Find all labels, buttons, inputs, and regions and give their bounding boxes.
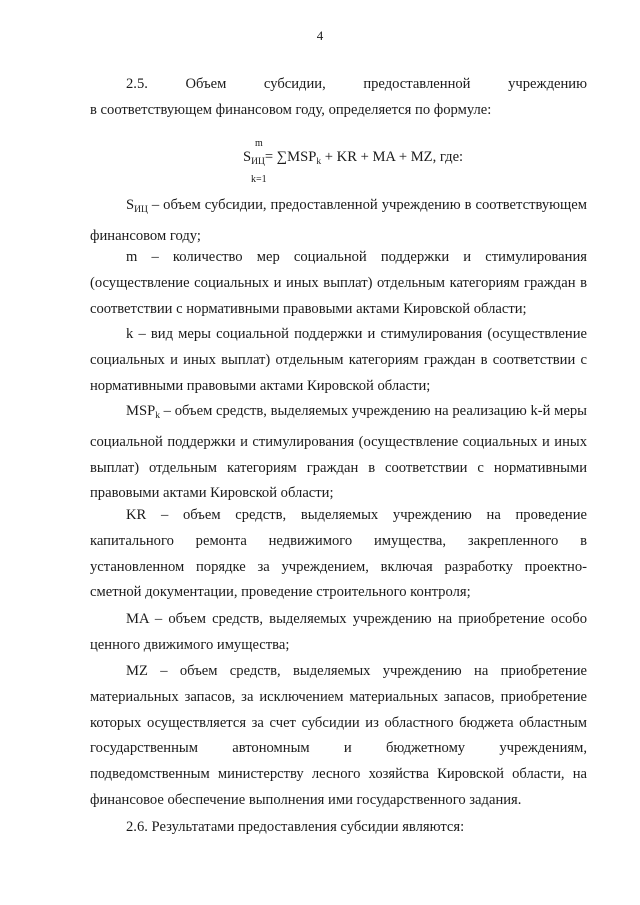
definition-msp-text: – объем средств, выделяемых учреждению на реализацию k-й меры социальной поддержки и стимулирования (осуществление социальных и иных выплат) отдельным категориям граждан в соответствии с нормативными правовыми актами Кировской области; xyxy=(90,403,587,502)
page-number: 4 xyxy=(316,28,324,43)
formula-equals-sum: = ∑ xyxy=(264,149,288,165)
definition-s-text: – объем субсидии, предоставленной учреждению в соответствующем финансовом году; xyxy=(90,197,587,244)
sum-upper-limit: m xyxy=(255,138,263,149)
definition-msp-subscript: k xyxy=(155,411,160,421)
definition-mz: MZ – объем средств, выделяемых учреждению на приобретение материальных запасов, за исключением материальных запасов, приобретение которых осуществляется за счет субсидии из областного бюджета областным государственным автономным и бюджетному учреждениям, подведомственным министерству лесного хозяйства Кировской области, на финансовое обеспечение выполнения ими государственного задания. xyxy=(90,663,587,808)
formula-expression xyxy=(243,149,463,167)
sum-lower-limit: k=1 xyxy=(251,174,267,185)
definition-m: m – количество мер социальной поддержки и стимулирования (осуществление социальных и иных выплат) отдельным категориям граждан в соответствии с нормативными правовыми актами Кировской области; xyxy=(90,249,587,317)
definition-s-subscript: ИЦ xyxy=(134,205,148,215)
formula-term-msp: MSP xyxy=(287,149,317,165)
formula-rest: + KR + MA + MZ, где: xyxy=(324,149,464,165)
definition-s xyxy=(90,193,587,250)
definition-s-variable: S xyxy=(126,197,135,213)
definition-kr: KR – объем средств, выделяемых учреждению на проведение капитального ремонта недвижимого имущества, закрепленного в установленном порядке за учреждением, включая разработку проектно-сметной документации, проведение строительного контроля; xyxy=(90,507,587,601)
section-2-6-heading: 2.6. Результатами предоставления субсидии являются: xyxy=(126,819,465,835)
formula-lhs: S xyxy=(243,149,252,165)
definition-ma: MA – объем средств, выделяемых учреждению на приобретение особо ценного движимого имущества; xyxy=(90,611,587,653)
definition-msp-variable: MSP xyxy=(126,403,156,419)
intro-line-1: 2.5. Объем субсидии, предоставленной учреждению xyxy=(126,76,587,92)
formula-lhs-subscript: ИЦ xyxy=(251,157,265,167)
intro-line-2: в соответствующем финансовом году, определяется по формуле: xyxy=(90,102,492,118)
definition-k: k – вид меры социальной поддержки и стимулирования (осуществление социальных и иных выплат) отдельным категориям граждан в соответствии с нормативными правовыми актами Кировской области; xyxy=(90,326,587,394)
formula xyxy=(0,138,640,184)
definition-msp xyxy=(90,399,587,507)
formula-term-subscript: k xyxy=(316,157,322,167)
